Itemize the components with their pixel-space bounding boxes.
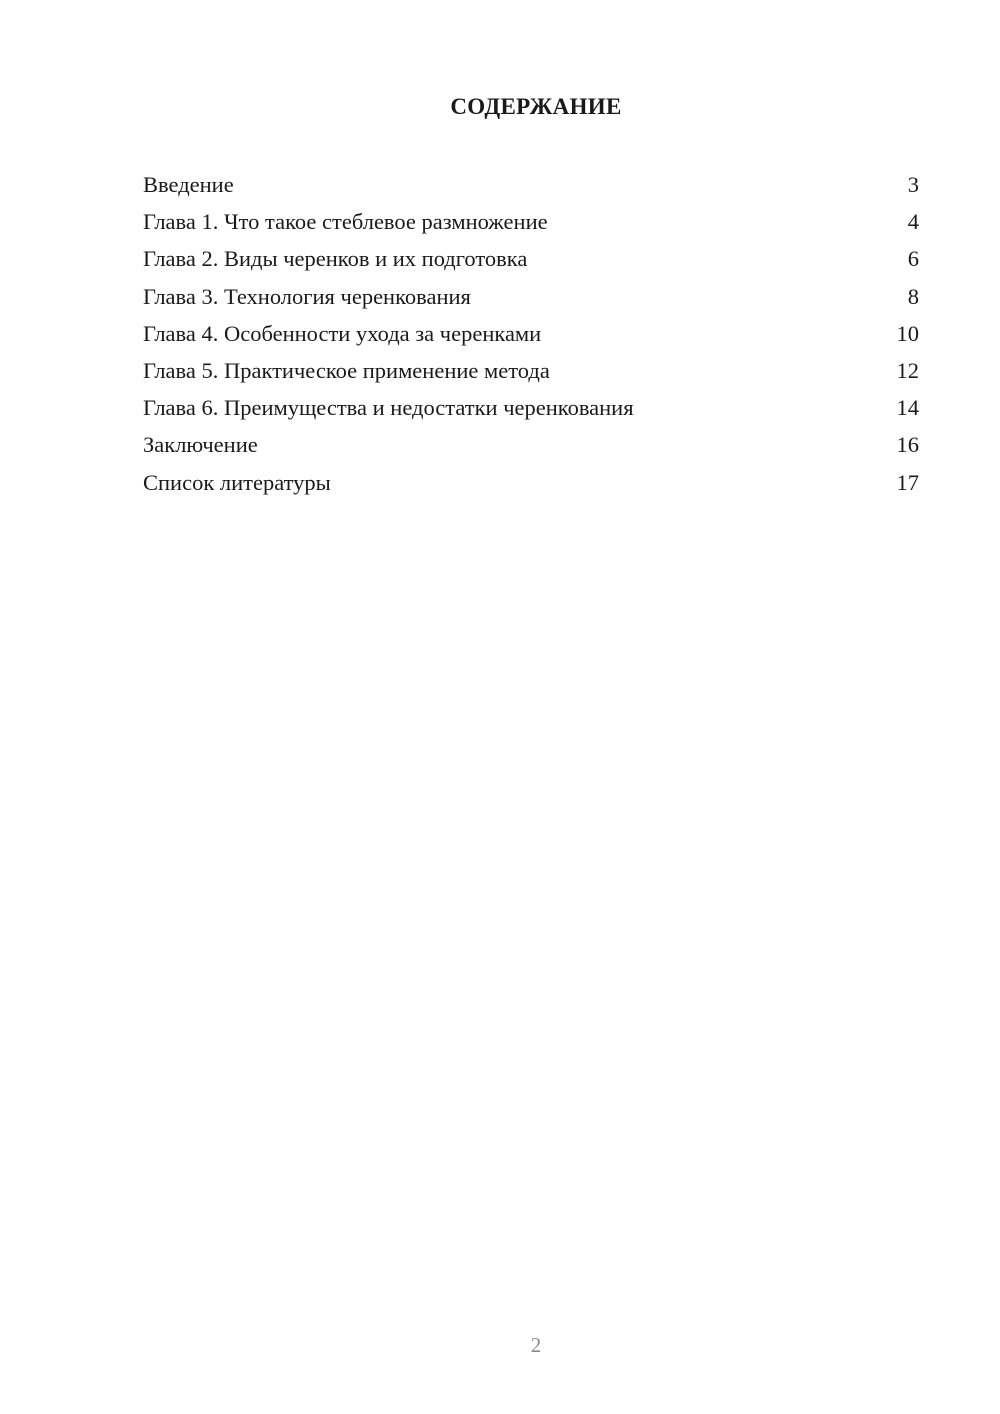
toc-entry-introduction	[143, 168, 919, 205]
toc-entry-title: Глава 6. Преимущества и недостатки черенкования	[143, 395, 634, 421]
toc-entry-title: Глава 4. Особенности ухода за черенками	[143, 320, 542, 346]
toc-entry-page: 4	[907, 209, 919, 235]
toc-entry-title: Список литературы	[143, 469, 331, 495]
toc-entry-page: 12	[896, 357, 919, 383]
toc-entry-page: 6	[907, 246, 919, 272]
toc-entry-page: 3	[907, 172, 919, 197]
toc-entry-title: Глава 3. Технология черенкования	[143, 283, 471, 309]
page-number: 2	[530, 1333, 542, 1357]
toc-entry-page: 8	[907, 283, 919, 309]
toc-entry-chapter-5	[143, 354, 919, 391]
toc-heading: СОДЕРЖАНИЕ	[450, 94, 622, 119]
toc-entry-page: 10	[896, 320, 919, 346]
toc-entry-chapter-4	[143, 317, 919, 354]
toc-entry-title: Глава 1. Что такое стеблевое размножение	[143, 209, 548, 235]
toc-entry-chapter-6	[143, 391, 919, 428]
toc-entry-title: Глава 5. Практическое применение метода	[143, 357, 550, 383]
toc-entry-title: Введение	[143, 172, 234, 197]
table-of-contents	[143, 168, 919, 503]
toc-entry-chapter-1	[143, 205, 919, 242]
toc-entry-page: 16	[896, 432, 919, 458]
toc-entry-references	[143, 466, 919, 503]
toc-entry-page: 14	[896, 395, 919, 421]
toc-entry-conclusion	[143, 428, 919, 465]
toc-entry-page: 17	[896, 469, 919, 495]
toc-entry-title: Глава 2. Виды черенков и их подготовка	[143, 246, 528, 272]
toc-entry-chapter-2	[143, 242, 919, 279]
toc-entry-title: Заключение	[143, 432, 258, 458]
toc-entry-chapter-3	[143, 280, 919, 317]
